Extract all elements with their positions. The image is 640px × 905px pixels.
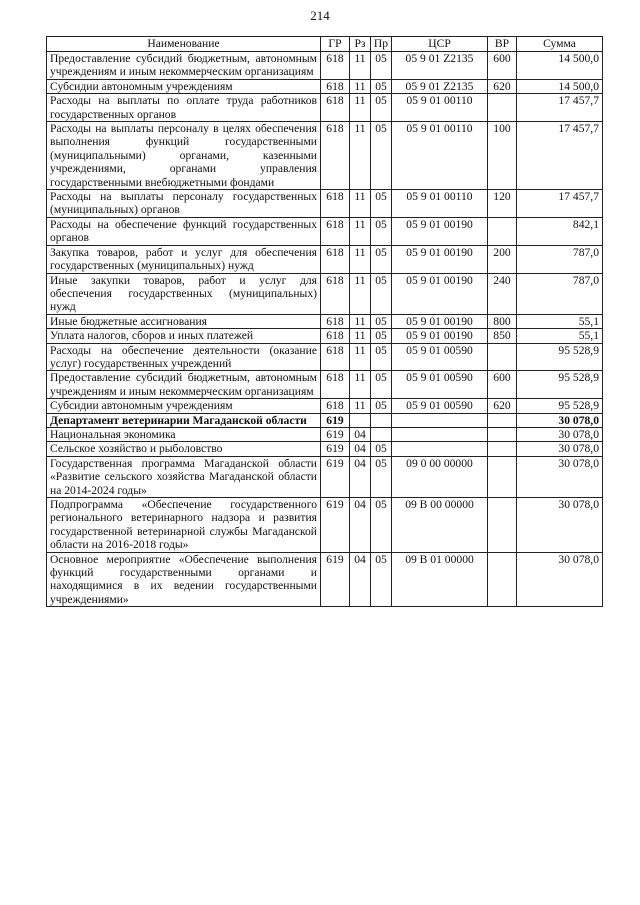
table-row [47, 79, 603, 93]
cell-pr: 05 [371, 399, 392, 413]
cell-sum: 95 528,9 [517, 371, 603, 399]
cell-sum: 14 500,0 [517, 52, 603, 80]
cell-name: Предоставление субсидий бюджетным, автономным учреждениям и иным некоммерческим организациям [47, 52, 321, 80]
cell-csr [392, 427, 488, 441]
cell-rz: 11 [350, 343, 371, 371]
cell-gr: 618 [321, 79, 350, 93]
cell-pr: 05 [371, 52, 392, 80]
cell-gr: 619 [321, 552, 350, 607]
table-row [47, 273, 603, 314]
cell-rz: 04 [350, 427, 371, 441]
cell-vr: 200 [488, 245, 517, 273]
cell-gr: 618 [321, 94, 350, 122]
cell-gr: 618 [321, 329, 350, 343]
cell-csr: 09 В 00 00000 [392, 498, 488, 553]
table-row [47, 217, 603, 245]
cell-rz: 11 [350, 273, 371, 314]
cell-vr [488, 552, 517, 607]
cell-csr: 05 9 01 Z2135 [392, 52, 488, 80]
cell-csr: 05 9 01 00590 [392, 343, 488, 371]
cell-sum: 14 500,0 [517, 79, 603, 93]
table-row [47, 456, 603, 497]
cell-sum: 30 078,0 [517, 427, 603, 441]
cell-csr: 05 9 01 00110 [392, 190, 488, 218]
cell-sum: 95 528,9 [517, 343, 603, 371]
cell-pr: 05 [371, 217, 392, 245]
cell-rz: 11 [350, 79, 371, 93]
table-row [47, 343, 603, 371]
cell-pr: 05 [371, 552, 392, 607]
cell-vr [488, 442, 517, 456]
cell-pr: 05 [371, 122, 392, 190]
cell-name: Сельское хозяйство и рыболовство [47, 442, 321, 456]
cell-sum: 17 457,7 [517, 94, 603, 122]
cell-pr: 05 [371, 498, 392, 553]
cell-gr: 618 [321, 122, 350, 190]
table-row [47, 427, 603, 441]
table-row [47, 94, 603, 122]
cell-pr: 05 [371, 190, 392, 218]
cell-sum: 30 078,0 [517, 456, 603, 497]
table-row [47, 122, 603, 190]
cell-rz: 11 [350, 190, 371, 218]
cell-rz: 11 [350, 245, 371, 273]
cell-rz: 11 [350, 399, 371, 413]
table-row [47, 552, 603, 607]
cell-csr: 05 9 01 00110 [392, 94, 488, 122]
cell-gr: 619 [321, 456, 350, 497]
cell-vr: 100 [488, 122, 517, 190]
cell-pr: 05 [371, 456, 392, 497]
cell-name: Расходы на обеспечение деятельности (оказание услуг) государственных учреждений [47, 343, 321, 371]
cell-gr: 618 [321, 273, 350, 314]
cell-csr: 09 В 01 00000 [392, 552, 488, 607]
header-sum: Сумма [517, 37, 603, 52]
cell-pr: 05 [371, 273, 392, 314]
cell-name: Основное мероприятие «Обеспечение выполнения функций государственными органами и находящимися в их ведении государственными учреждениями» [47, 552, 321, 607]
cell-vr: 240 [488, 273, 517, 314]
cell-gr: 618 [321, 314, 350, 328]
cell-sum: 17 457,7 [517, 122, 603, 190]
cell-vr [488, 217, 517, 245]
cell-gr: 619 [321, 498, 350, 553]
cell-rz: 11 [350, 94, 371, 122]
budget-table [46, 36, 603, 607]
table-row [47, 245, 603, 273]
cell-pr [371, 413, 392, 427]
header-rz: Рз [350, 37, 371, 52]
cell-sum: 30 078,0 [517, 552, 603, 607]
cell-name: Уплата налогов, сборов и иных платежей [47, 329, 321, 343]
cell-csr: 05 9 01 00190 [392, 329, 488, 343]
table-row [47, 329, 603, 343]
cell-vr: 620 [488, 399, 517, 413]
cell-csr: 05 9 01 00190 [392, 314, 488, 328]
cell-vr: 620 [488, 79, 517, 93]
cell-name: Департамент ветеринарии Магаданской области [47, 413, 321, 427]
cell-sum: 787,0 [517, 245, 603, 273]
cell-csr [392, 413, 488, 427]
cell-gr: 619 [321, 413, 350, 427]
cell-name: Подпрограмма «Обеспечение государственного регионального ветеринарного надзора и развития государственной ветеринарной службы Магаданской области на 2016-2018 годы» [47, 498, 321, 553]
cell-name: Расходы на выплаты по оплате труда работников государственных органов [47, 94, 321, 122]
cell-vr: 850 [488, 329, 517, 343]
cell-csr: 05 9 01 00190 [392, 217, 488, 245]
cell-name: Расходы на выплаты персоналу в целях обеспечения выполнения функций государственными (муниципальными) органами, казенными учреждениями, органами управления государственными внебюджетными фондами [47, 122, 321, 190]
cell-sum: 55,1 [517, 314, 603, 328]
cell-name: Государственная программа Магаданской области «Развитие сельского хозяйства Магаданской области на 2014-2024 годы» [47, 456, 321, 497]
cell-rz: 11 [350, 371, 371, 399]
cell-csr: 05 9 01 00190 [392, 245, 488, 273]
cell-sum: 95 528,9 [517, 399, 603, 413]
cell-csr: 09 0 00 00000 [392, 456, 488, 497]
cell-rz: 11 [350, 329, 371, 343]
cell-csr [392, 442, 488, 456]
cell-gr: 618 [321, 52, 350, 80]
cell-rz: 11 [350, 217, 371, 245]
cell-gr: 618 [321, 343, 350, 371]
cell-csr: 05 9 01 00590 [392, 371, 488, 399]
cell-pr [371, 427, 392, 441]
cell-vr [488, 456, 517, 497]
cell-csr: 05 9 01 Z2135 [392, 79, 488, 93]
cell-pr: 05 [371, 343, 392, 371]
cell-name: Расходы на обеспечение функций государственных органов [47, 217, 321, 245]
cell-rz: 04 [350, 442, 371, 456]
cell-rz: 11 [350, 314, 371, 328]
header-csr: ЦСР [392, 37, 488, 52]
page-number: 214 [310, 8, 330, 23]
table-row [47, 314, 603, 328]
cell-rz: 11 [350, 52, 371, 80]
cell-name: Закупка товаров, работ и услуг для обеспечения государственных (муниципальных) нужд [47, 245, 321, 273]
cell-rz: 04 [350, 498, 371, 553]
cell-pr: 05 [371, 94, 392, 122]
cell-sum: 17 457,7 [517, 190, 603, 218]
table-body [47, 52, 603, 607]
cell-vr [488, 94, 517, 122]
cell-rz: 11 [350, 122, 371, 190]
cell-csr: 05 9 01 00590 [392, 399, 488, 413]
header-vr: ВР [488, 37, 517, 52]
cell-vr: 600 [488, 371, 517, 399]
table-row [47, 413, 603, 427]
cell-name: Иные закупки товаров, работ и услуг для обеспечения государственных (муниципальных) нужд [47, 273, 321, 314]
table-row [47, 399, 603, 413]
cell-vr: 800 [488, 314, 517, 328]
cell-gr: 618 [321, 190, 350, 218]
cell-pr: 05 [371, 245, 392, 273]
cell-vr: 120 [488, 190, 517, 218]
header-gr: ГР [321, 37, 350, 52]
cell-vr [488, 427, 517, 441]
cell-vr: 600 [488, 52, 517, 80]
cell-rz [350, 413, 371, 427]
table-row [47, 371, 603, 399]
table-row [47, 52, 603, 80]
cell-pr: 05 [371, 314, 392, 328]
cell-name: Расходы на выплаты персоналу государственных (муниципальных) органов [47, 190, 321, 218]
cell-gr: 619 [321, 442, 350, 456]
cell-vr [488, 343, 517, 371]
table-row [47, 190, 603, 218]
cell-vr [488, 413, 517, 427]
cell-csr: 05 9 01 00110 [392, 122, 488, 190]
cell-sum: 30 078,0 [517, 498, 603, 553]
cell-sum: 787,0 [517, 273, 603, 314]
cell-gr: 618 [321, 371, 350, 399]
cell-name: Национальная экономика [47, 427, 321, 441]
table-header-row [47, 37, 603, 52]
cell-name: Иные бюджетные ассигнования [47, 314, 321, 328]
cell-sum: 842,1 [517, 217, 603, 245]
cell-gr: 618 [321, 217, 350, 245]
cell-sum: 30 078,0 [517, 413, 603, 427]
cell-name: Субсидии автономным учреждениям [47, 79, 321, 93]
header-name: Наименование [47, 37, 321, 52]
table-row [47, 442, 603, 456]
cell-pr: 05 [371, 442, 392, 456]
cell-pr: 05 [371, 79, 392, 93]
cell-name: Субсидии автономным учреждениям [47, 399, 321, 413]
cell-rz: 04 [350, 552, 371, 607]
cell-gr: 619 [321, 427, 350, 441]
cell-name: Предоставление субсидий бюджетным, автономным учреждениям и иным некоммерческим организациям [47, 371, 321, 399]
cell-vr [488, 498, 517, 553]
cell-csr: 05 9 01 00190 [392, 273, 488, 314]
cell-pr: 05 [371, 329, 392, 343]
cell-rz: 04 [350, 456, 371, 497]
cell-gr: 618 [321, 399, 350, 413]
cell-sum: 55,1 [517, 329, 603, 343]
cell-pr: 05 [371, 371, 392, 399]
table-row [47, 498, 603, 553]
header-pr: Пр [371, 37, 392, 52]
cell-gr: 618 [321, 245, 350, 273]
cell-sum: 30 078,0 [517, 442, 603, 456]
